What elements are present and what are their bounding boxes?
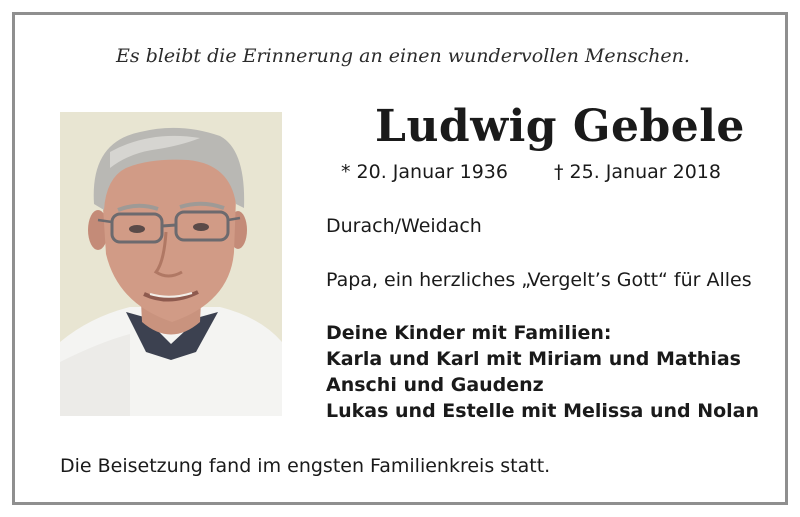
deceased-name: Ludwig Gebele: [375, 101, 745, 152]
family-line: Karla und Karl mit Miriam und Mathias: [326, 348, 741, 370]
family-line: Anschi und Gaudenz: [326, 374, 544, 396]
portrait-photo: [60, 112, 282, 416]
thanks-line: Papa, ein herzliches „Vergelt’s Gott“ für Alles: [326, 269, 752, 291]
residence-place: Durach/Weidach: [326, 215, 482, 237]
obituary-frame: [12, 12, 788, 505]
family-line: Lukas und Estelle mit Melissa und Nolan: [326, 400, 760, 422]
family-heading: Deine Kinder mit Familien:: [326, 322, 612, 344]
family-block: [326, 320, 759, 424]
death-date: † 25. Januar 2018: [554, 161, 721, 183]
memorial-motto: Es bleibt die Erinnerung an einen wundervollen Menschen.: [116, 45, 690, 67]
burial-note: Die Beisetzung fand im engsten Familienkreis statt.: [60, 455, 551, 477]
birth-date: * 20. Januar 1936: [341, 161, 508, 183]
